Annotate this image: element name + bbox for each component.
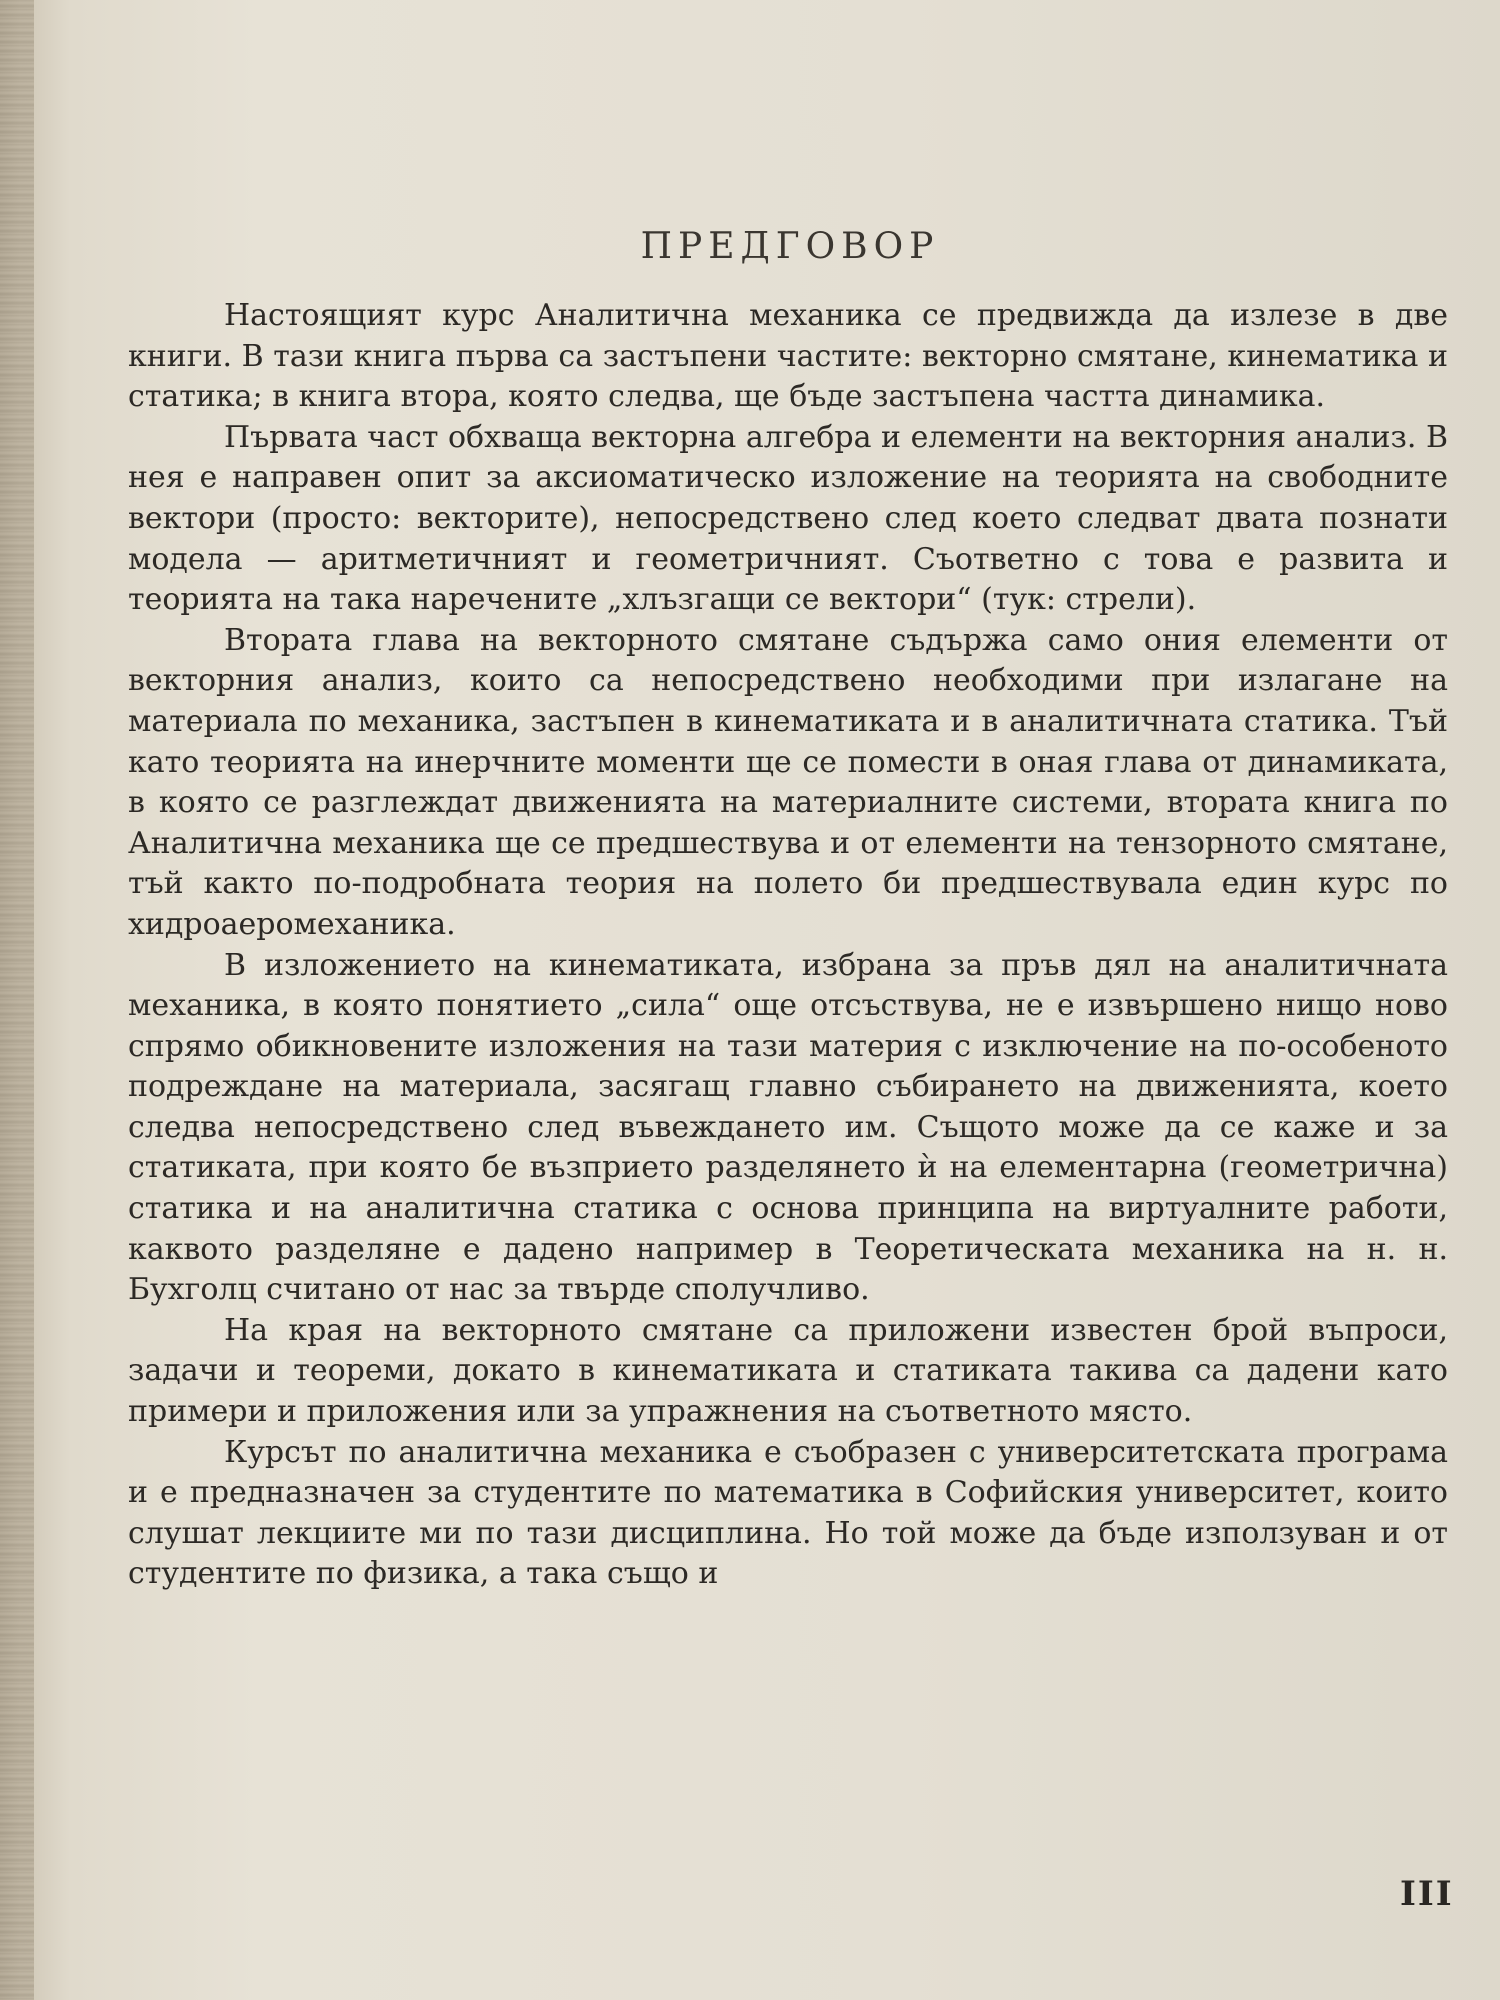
- paragraph-6: Курсът по аналитична механика е съобразен с университетската програма и е предназначен за студентите по математика в Софийския университет, които слушат лекциите ми по тази дисциплина. Но той може да бъде използуван и от студентите по физика, а така също и: [128, 1434, 1448, 1592]
- paragraph-1: Настоящият курс Аналитична механика се предвижда да излезе в две книги. В тази книга първа са застъпени частите: векторно смятане, кинематика и статика; в книга втора, която следва, ще бъде застъпена частта динамика.: [128, 298, 1448, 415]
- page-binding-edge: [0, 0, 34, 2000]
- page-number: III: [1400, 1874, 1454, 1914]
- paragraph-3: Втората глава на векторното смятане съдържа само ония елементи от векторния анализ, които са непосредствено необходими при излагане на материала по механика, застъпен в кинематиката и в аналитичната статика. Тъй като теорията на инерчните моменти ще се помести в оная глава от динамиката, в която се разглеждат движенията на материалните системи, втората книга по Аналитична механика ще се предшествува и от елементи на тензорното смятане, тъй както по-подробната теория на полето би предшествувала един курс по хидроаеромеханика.: [128, 622, 1448, 942]
- paragraph-4: В изложението на кинематиката, избрана за пръв дял на аналитичната механика, в която понятието „сила“ още отсъствува, не е извършено нищо ново спрямо обикновените изложения на тази материя с изключение на по-особеното подреждане на материала, засягащ главно събирането на движенията, което следва непосредствено след въвеждането им. Същото може да се каже и за статиката, при която бе възприето разделянето ѝ на елементарна (геометрична) статика и на аналитична статика с основа принципа на виртуалните работи, каквото разделяне е дадено например в Теоретическата механика на н. н. Бухголц считано от нас за твърде сполучливо.: [128, 947, 1448, 1308]
- paragraph-5: На края на векторното смятане са приложени известен брой въпроси, задачи и теореми, докато в кинематиката и статиката такива са дадени като примери и приложения или за упражнения на съответното място.: [128, 1312, 1448, 1430]
- page-title: ПРЕДГОВОР: [640, 226, 940, 267]
- preface-body: [128, 296, 1448, 1595]
- paragraph-2: Първата част обхваща векторна алгебра и елементи на векторния анализ. В нея е направен опит за аксиоматическо изложение на теорията на свободните вектори (просто: векторите), непосредствено след което следват двата познати модела — аритметичният и геометричният. Съответно с това е развита и теорията на така наречените „хлъзгащи се вектори“ (тук: стрели).: [128, 419, 1448, 618]
